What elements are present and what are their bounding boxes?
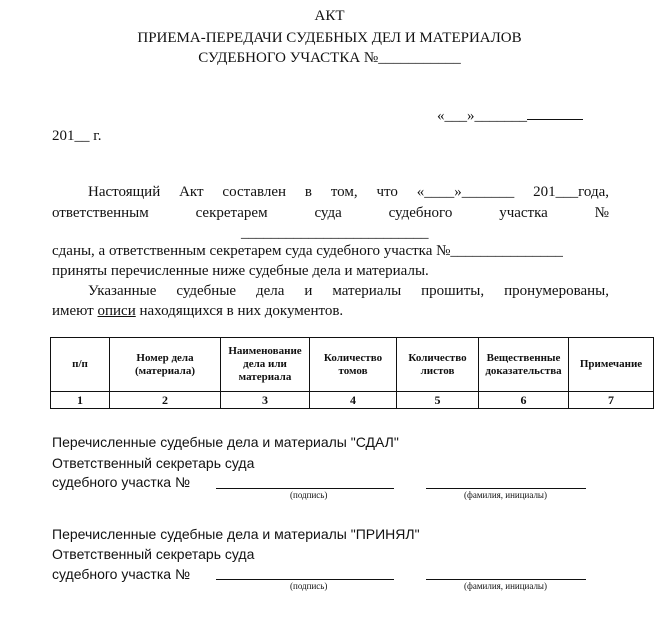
paragraph1-line5: приняты перечисленные ниже судебные дела и материалы.: [52, 263, 429, 279]
col-number: 3: [221, 392, 310, 409]
act-subtitle: ПРИЕМА-ПЕРЕДАЧИ СУДЕБНЫХ ДЕЛ И МАТЕРИАЛОВ: [137, 30, 522, 46]
col-number: 2: [110, 392, 221, 409]
col-header-note: Примечание: [569, 338, 654, 392]
inventory-link[interactable]: описи: [97, 303, 136, 319]
p1-word: составлен: [222, 184, 287, 200]
materials-table: [50, 337, 654, 409]
col-header-evidence: Вещественные доказательства: [479, 338, 569, 392]
p1-word: участка: [499, 205, 548, 221]
col-header-number: п/п: [51, 338, 110, 392]
paragraph1-line2: [52, 205, 609, 222]
gave-name-line: [426, 488, 586, 489]
date-month-line: [527, 119, 583, 120]
gave-signature-caption: (подпись): [290, 490, 328, 500]
col-number: 7: [569, 392, 654, 409]
gave-court-number: судебного участка №: [52, 474, 190, 490]
gave-heading: Перечисленные судебные дела и материалы "СДАЛ": [52, 434, 399, 450]
p2-word: судебные: [176, 283, 237, 299]
col-number: 6: [479, 392, 569, 409]
received-heading: Перечисленные судебные дела и материалы "ПРИНЯЛ": [52, 526, 420, 542]
p1-word: в: [304, 184, 312, 200]
paragraph1-line1: [52, 184, 609, 201]
table-header-row: [51, 338, 654, 392]
gave-secretary: Ответственный секретарь суда: [52, 455, 255, 471]
p1-word: суда: [314, 205, 342, 221]
received-signature-caption: (подпись): [290, 581, 328, 591]
p1-word: Настоящий: [88, 184, 161, 200]
p1-word: 201___года,: [533, 184, 609, 200]
col-header-case-name: Наименование дела или материала: [221, 338, 310, 392]
p2-word: пронумерованы,: [504, 283, 609, 299]
paragraph1-line4: сданы, а ответственным секретарем суда судебного участка №_______________: [52, 243, 563, 259]
p1-word: том,: [330, 184, 358, 200]
year-field: 201__ г.: [52, 128, 102, 144]
p1-word: секретарем: [195, 205, 268, 221]
col-header-sheets: Количество листов: [397, 338, 479, 392]
p1-word: судебного: [388, 205, 453, 221]
p2-word: прошиты,: [421, 283, 485, 299]
date-day-month: «___»_______: [437, 108, 527, 124]
table-number-row: [51, 392, 654, 409]
paragraph2-line2: [52, 303, 343, 320]
col-header-volumes: Количество томов: [310, 338, 397, 392]
col-number: 5: [397, 392, 479, 409]
p1-word: ответственным: [52, 205, 149, 221]
received-name-caption: (фамилия, инициалы): [464, 581, 547, 591]
p1-word: что: [376, 184, 398, 200]
p1-word: №: [594, 205, 609, 221]
paragraph2-line1: [52, 283, 609, 300]
received-court-number: судебного участка №: [52, 566, 190, 582]
gave-name-caption: (фамилия, инициалы): [464, 490, 547, 500]
p1-word: Акт: [179, 184, 204, 200]
date-field: [437, 108, 583, 125]
col-header-case-number: Номер дела (материала): [110, 338, 221, 392]
p2-word: и: [304, 283, 313, 299]
received-signature-line: [216, 579, 394, 580]
gave-signature-line: [216, 488, 394, 489]
received-secretary: Ответственный секретарь суда: [52, 546, 255, 562]
p2-word: материалы: [332, 283, 402, 299]
col-number: 1: [51, 392, 110, 409]
p2-word: Указанные: [88, 283, 157, 299]
p2-word: дела: [256, 283, 285, 299]
received-name-line: [426, 579, 586, 580]
p2-text-after: находящихся в них документов.: [135, 303, 344, 319]
act-court-number: СУДЕБНОГО УЧАСТКА №___________: [198, 50, 461, 66]
act-title: АКТ: [314, 8, 345, 24]
paragraph1-blank: _________________________: [241, 225, 429, 241]
col-number: 4: [310, 392, 397, 409]
p2-text-before: имеют: [52, 303, 98, 319]
p1-word: «____»_______: [416, 184, 515, 200]
